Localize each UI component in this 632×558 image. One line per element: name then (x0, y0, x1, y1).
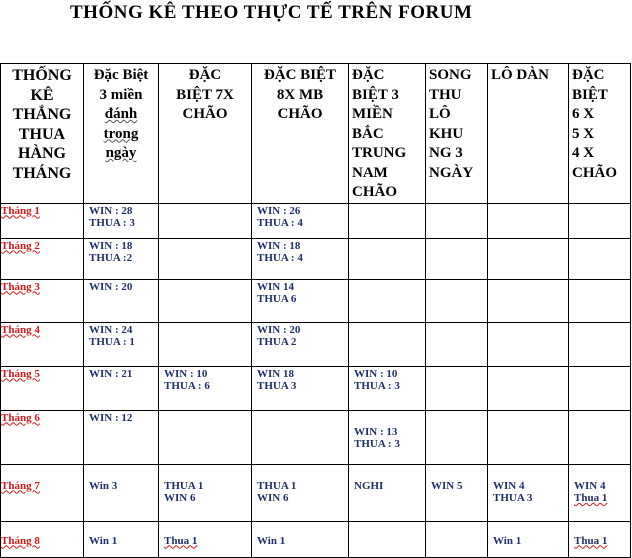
month-label: Tháng 4 (1, 322, 84, 366)
table-cell (488, 238, 569, 279)
table-cell (569, 410, 631, 464)
table-row (1, 238, 631, 279)
table-cell: Thua 1 (159, 521, 252, 557)
header-special-654x: ĐẶC BIỆT 6 X 5 X 4 X CHÃO (569, 64, 631, 204)
table-cell: WIN : 10 THUA : 3 (349, 366, 426, 410)
table-cell (488, 410, 569, 464)
header-lo-dan: LÔ DÀN (488, 64, 569, 204)
table-cell (349, 521, 426, 557)
table-cell: WIN : 20 THUA 2 (252, 322, 349, 366)
table-cell (349, 203, 426, 238)
table-cell (426, 203, 488, 238)
table-cell (159, 322, 252, 366)
table-cell (426, 410, 488, 464)
month-label: Tháng 5 (1, 366, 84, 410)
table-cell: WIN 4 THUA 3 (488, 464, 569, 521)
table-cell (349, 322, 426, 366)
header-special-7x: ĐẶC BIỆT 7X CHÃO (159, 64, 252, 204)
table-cell (488, 322, 569, 366)
table-cell: WIN : 24 THUA : 1 (84, 322, 159, 366)
table-cell (349, 279, 426, 322)
table-row (1, 322, 631, 366)
header-row (1, 64, 631, 204)
month-label: Tháng 8 (1, 521, 84, 557)
table-row (1, 464, 631, 521)
table-cell: WIN : 12 (84, 410, 159, 464)
table-cell: NGHI (349, 464, 426, 521)
table-cell (426, 521, 488, 557)
table-row (1, 410, 631, 464)
table-cell (569, 203, 631, 238)
header-song-thu-lo: SONG THU LÔ KHU NG 3 NGÀY (426, 64, 488, 204)
table-cell: WIN : 26 THUA : 4 (252, 203, 349, 238)
table-cell (426, 366, 488, 410)
table-cell (159, 410, 252, 464)
table-cell: Win 3 (84, 464, 159, 521)
table-cell (252, 410, 349, 464)
table-cell: WIN 18 THUA 3 (252, 366, 349, 410)
table-cell: Win 1 (488, 521, 569, 557)
table-cell (426, 238, 488, 279)
table-row (1, 521, 631, 557)
table-cell (426, 322, 488, 366)
table-cell (159, 203, 252, 238)
table-cell: WIN : 28 THUA : 3 (84, 203, 159, 238)
header-special-8x-mb: ĐẶC BIỆT 8X MB CHÃO (252, 64, 349, 204)
table-cell: Win 1 (252, 521, 349, 557)
table-cell (569, 279, 631, 322)
month-label: Tháng 1 (1, 203, 84, 238)
table-cell (488, 366, 569, 410)
month-label: Tháng 3 (1, 279, 84, 322)
table-cell: THUA 1 WIN 6 (252, 464, 349, 521)
table-cell: WIN 5 (426, 464, 488, 521)
table-row (1, 279, 631, 322)
stats-table (0, 63, 631, 558)
month-label: Tháng 6 (1, 410, 84, 464)
header-special-3-regions: Đặc Biệt 3 miền đánh trong ngày (84, 64, 159, 204)
table-cell: WIN : 10 THUA : 6 (159, 366, 252, 410)
header-month-stats: THỐNG KÊ THẮNG THUA HÀNG THÁNG (1, 64, 84, 204)
table-cell (159, 238, 252, 279)
month-label: Tháng 7 (1, 464, 84, 521)
table-cell: WIN : 20 (84, 279, 159, 322)
table-row (1, 366, 631, 410)
month-label: Tháng 2 (1, 238, 84, 279)
table-cell (488, 203, 569, 238)
table-cell: THUA 1 WIN 6 (159, 464, 252, 521)
table-cell: WIN : 13 THUA : 3 (349, 410, 426, 464)
table-row (1, 203, 631, 238)
table-cell: WIN : 18 THUA :2 (84, 238, 159, 279)
table-cell (569, 366, 631, 410)
header-special-3-regions-chao: ĐẶC BIỆT 3 MIỀN BẮC TRUNG NAM CHÃO (349, 64, 426, 204)
table-cell (569, 322, 631, 366)
table-cell: WIN : 21 (84, 366, 159, 410)
table-cell: Win 1 (84, 521, 159, 557)
table-cell: WIN : 18 THUA : 4 (252, 238, 349, 279)
table-cell: WIN 4 Thua 1 (569, 464, 631, 521)
table-cell: WIN 14 THUA 6 (252, 279, 349, 322)
table-cell (349, 238, 426, 279)
table-cell (569, 238, 631, 279)
table-cell (426, 279, 488, 322)
page-title: THỐNG KÊ THEO THỰC TẾ TRÊN FORUM (70, 2, 473, 23)
table-cell (488, 279, 569, 322)
table-cell: Thua 1 (569, 521, 631, 557)
table-cell (159, 279, 252, 322)
